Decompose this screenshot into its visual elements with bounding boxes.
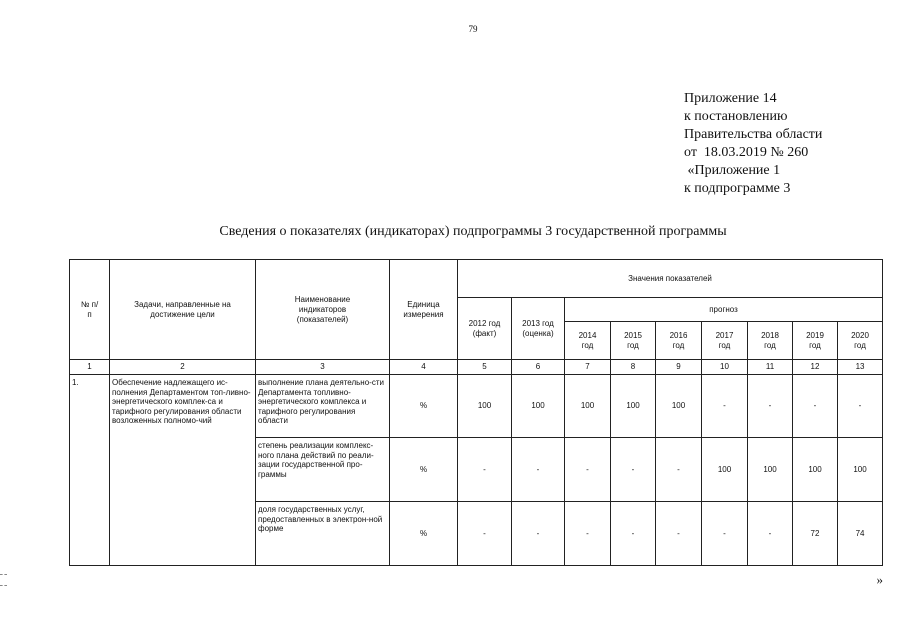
value-cell: - [838, 375, 883, 438]
header-forecast: прогноз [565, 298, 883, 322]
column-number: 11 [748, 360, 793, 375]
appendix-line: к постановлению [684, 109, 788, 124]
scan-edge-mark [0, 574, 7, 575]
task-number: 1. [70, 375, 110, 566]
header-year-2013: 2013 год (оценка) [512, 298, 565, 360]
value-cell: - [748, 375, 793, 438]
unit-cell: % [390, 502, 458, 566]
value-cell: - [656, 502, 702, 566]
header-year-2019: 2019 год [793, 322, 838, 360]
column-number: 4 [390, 360, 458, 375]
indicators-table [69, 259, 883, 566]
column-number: 9 [656, 360, 702, 375]
header-values: Значения показателей [458, 260, 883, 298]
value-cell: 74 [838, 502, 883, 566]
column-number: 3 [256, 360, 390, 375]
value-cell: - [748, 502, 793, 566]
header-year-2020: 2020 год [838, 322, 883, 360]
value-cell: 100 [656, 375, 702, 438]
value-cell: - [611, 438, 656, 502]
header-year-2012: 2012 год (факт) [458, 298, 512, 360]
value-cell: 100 [838, 438, 883, 502]
scan-edge-mark [0, 585, 7, 586]
value-cell: 100 [611, 375, 656, 438]
appendix-line: от 18.03.2019 № 260 [684, 145, 809, 160]
column-number: 2 [110, 360, 256, 375]
value-cell: 100 [793, 438, 838, 502]
appendix-line: Приложение 14 [684, 91, 777, 106]
value-cell: - [512, 438, 565, 502]
header-unit: Единица измерения [390, 260, 458, 360]
column-number: 12 [793, 360, 838, 375]
value-cell: 100 [512, 375, 565, 438]
table-row [70, 375, 883, 438]
column-number: 10 [702, 360, 748, 375]
value-cell: - [565, 438, 611, 502]
appendix-line: «Приложение 1 [684, 163, 781, 178]
value-cell: - [458, 502, 512, 566]
unit-cell: % [390, 375, 458, 438]
value-cell: - [702, 502, 748, 566]
header-year-2014: 2014 год [565, 322, 611, 360]
header-num: № п/п [70, 260, 110, 360]
document-title: Сведения о показателях (индикаторах) подпрограммы 3 государственной программы [219, 224, 727, 239]
value-cell: 100 [702, 438, 748, 502]
value-cell: - [512, 502, 565, 566]
continuation-mark: » [876, 572, 883, 587]
header-row [70, 260, 883, 298]
column-number: 6 [512, 360, 565, 375]
header-year-2016: 2016 год [656, 322, 702, 360]
appendix-line: к подпрограмме 3 [684, 181, 791, 196]
column-numbers-row [70, 360, 883, 375]
page-number: 79 [468, 24, 478, 34]
header-indicator: Наименование индикаторов (показателей) [256, 260, 390, 360]
header-year-2017: 2017 год [702, 322, 748, 360]
value-cell: - [656, 438, 702, 502]
header-year-2018: 2018 год [748, 322, 793, 360]
indicator-name: выполнение плана деятельно-сти Департамента топливно-энергетического комплекса и тарифного регулирования области [256, 375, 390, 438]
value-cell: 100 [565, 375, 611, 438]
appendix-note [684, 90, 822, 198]
header-tasks: Задачи, направленные на достижение цели [110, 260, 256, 360]
header-year-2015: 2015 год [611, 322, 656, 360]
column-number: 1 [70, 360, 110, 375]
column-number: 8 [611, 360, 656, 375]
value-cell: - [565, 502, 611, 566]
task-text: Обеспечение надлежащего ис-полнения Департаментом топ-ливно-энергетического комплек-са и тарифного регулирования области возложенных полномо-чий [110, 375, 256, 566]
appendix-line: Правительства области [684, 127, 823, 142]
column-number: 7 [565, 360, 611, 375]
value-cell: - [702, 375, 748, 438]
value-cell: - [793, 375, 838, 438]
column-number: 13 [838, 360, 883, 375]
value-cell: 72 [793, 502, 838, 566]
value-cell: - [458, 438, 512, 502]
value-cell: 100 [458, 375, 512, 438]
indicator-name: степень реализации комплекс-ного плана действий по реали-зации государственной про-граммы [256, 438, 390, 502]
value-cell: 100 [748, 438, 793, 502]
unit-cell: % [390, 438, 458, 502]
value-cell: - [611, 502, 656, 566]
column-number: 5 [458, 360, 512, 375]
indicator-name: доля государственных услуг, предоставленных в электрон-ной форме [256, 502, 390, 566]
